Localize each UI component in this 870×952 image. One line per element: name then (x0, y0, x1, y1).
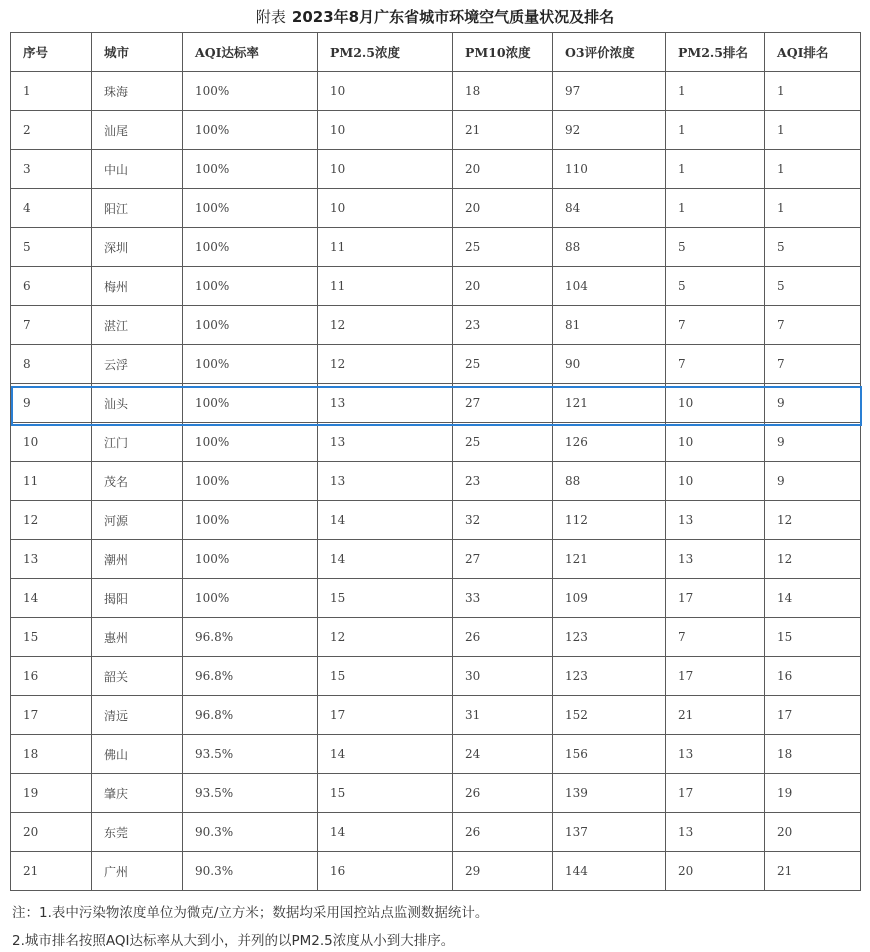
cell-o3: 121 (553, 540, 666, 579)
cell-aqi-rank: 19 (765, 774, 861, 813)
col-header-city: 城市 (92, 33, 183, 72)
cell-city: 湛江 (92, 306, 183, 345)
cell-index: 16 (11, 657, 92, 696)
cell-pm25-rank: 1 (666, 150, 765, 189)
cell-o3: 90 (553, 345, 666, 384)
cell-o3: 152 (553, 696, 666, 735)
cell-index: 11 (11, 462, 92, 501)
table-row[interactable] (11, 228, 861, 267)
cell-pm25-rank: 17 (666, 579, 765, 618)
cell-city: 珠海 (92, 72, 183, 111)
table-row[interactable] (11, 462, 861, 501)
cell-city: 汕头 (92, 384, 183, 423)
cell-aqi-rank: 7 (765, 306, 861, 345)
cell-aqi-rate: 100% (183, 501, 318, 540)
cell-aqi-rate: 100% (183, 150, 318, 189)
cell-pm10: 27 (453, 384, 553, 423)
cell-pm25: 16 (318, 852, 453, 891)
cell-pm25-rank: 13 (666, 540, 765, 579)
title-prefix: 附表 (255, 8, 286, 26)
cell-index: 10 (11, 423, 92, 462)
table-row[interactable] (11, 540, 861, 579)
cell-pm10: 31 (453, 696, 553, 735)
cell-o3: 112 (553, 501, 666, 540)
cell-index: 17 (11, 696, 92, 735)
col-header-aqi-rank: AQI排名 (765, 33, 861, 72)
table-row[interactable] (11, 813, 861, 852)
cell-index: 7 (11, 306, 92, 345)
cell-pm25: 13 (318, 423, 453, 462)
table-row[interactable] (11, 735, 861, 774)
cell-pm25: 14 (318, 501, 453, 540)
cell-pm10: 20 (453, 189, 553, 228)
cell-index: 21 (11, 852, 92, 891)
cell-index: 2 (11, 111, 92, 150)
cell-aqi-rank: 9 (765, 423, 861, 462)
cell-aqi-rate: 93.5% (183, 735, 318, 774)
cell-aqi-rate: 100% (183, 267, 318, 306)
cell-pm10: 26 (453, 813, 553, 852)
cell-pm25: 12 (318, 345, 453, 384)
cell-o3: 88 (553, 228, 666, 267)
table-row[interactable] (11, 501, 861, 540)
cell-city: 惠州 (92, 618, 183, 657)
cell-aqi-rank: 12 (765, 540, 861, 579)
cell-aqi-rate: 100% (183, 111, 318, 150)
cell-pm25-rank: 17 (666, 774, 765, 813)
cell-aqi-rate: 100% (183, 462, 318, 501)
cell-pm25: 15 (318, 579, 453, 618)
cell-aqi-rate: 100% (183, 228, 318, 267)
table-row[interactable] (11, 267, 861, 306)
cell-pm25: 12 (318, 306, 453, 345)
air-quality-table (10, 32, 861, 891)
cell-index: 4 (11, 189, 92, 228)
cell-pm25: 10 (318, 111, 453, 150)
table-row[interactable] (11, 345, 861, 384)
cell-aqi-rate: 96.8% (183, 657, 318, 696)
cell-o3: 110 (553, 150, 666, 189)
table-row[interactable] (11, 306, 861, 345)
cell-o3: 123 (553, 657, 666, 696)
cell-pm25: 10 (318, 150, 453, 189)
note-line-1: 注：1.表中污染物浓度单位为微克/立方米；数据均采用国控站点监测数据统计。 (12, 905, 489, 921)
cell-city: 韶关 (92, 657, 183, 696)
cell-index: 6 (11, 267, 92, 306)
cell-pm25: 12 (318, 618, 453, 657)
cell-aqi-rank: 7 (765, 345, 861, 384)
cell-pm25-rank: 1 (666, 111, 765, 150)
cell-aqi-rank: 12 (765, 501, 861, 540)
cell-city: 汕尾 (92, 111, 183, 150)
cell-pm25-rank: 7 (666, 306, 765, 345)
col-header-pm25-rank: PM2.5排名 (666, 33, 765, 72)
cell-city: 潮州 (92, 540, 183, 579)
cell-pm25: 17 (318, 696, 453, 735)
cell-pm25: 14 (318, 813, 453, 852)
col-header-o3: O3评价浓度 (553, 33, 666, 72)
cell-aqi-rank: 20 (765, 813, 861, 852)
cell-pm25: 15 (318, 657, 453, 696)
cell-aqi-rank: 5 (765, 267, 861, 306)
cell-pm25-rank: 7 (666, 618, 765, 657)
cell-pm25-rank: 10 (666, 423, 765, 462)
cell-pm10: 18 (453, 72, 553, 111)
cell-o3: 139 (553, 774, 666, 813)
cell-aqi-rate: 90.3% (183, 852, 318, 891)
cell-aqi-rank: 9 (765, 462, 861, 501)
cell-pm25-rank: 5 (666, 228, 765, 267)
cell-aqi-rate: 100% (183, 72, 318, 111)
cell-pm25-rank: 7 (666, 345, 765, 384)
cell-aqi-rate: 100% (183, 189, 318, 228)
cell-pm10: 26 (453, 618, 553, 657)
cell-city: 茂名 (92, 462, 183, 501)
cell-pm25-rank: 21 (666, 696, 765, 735)
table-row[interactable] (11, 150, 861, 189)
table-row[interactable] (11, 696, 861, 735)
cell-aqi-rate: 100% (183, 384, 318, 423)
cell-o3: 144 (553, 852, 666, 891)
cell-aqi-rank: 14 (765, 579, 861, 618)
cell-o3: 104 (553, 267, 666, 306)
cell-index: 20 (11, 813, 92, 852)
cell-o3: 121 (553, 384, 666, 423)
cell-city: 清远 (92, 696, 183, 735)
cell-aqi-rate: 100% (183, 306, 318, 345)
cell-pm25-rank: 10 (666, 462, 765, 501)
cell-aqi-rank: 5 (765, 228, 861, 267)
cell-aqi-rank: 1 (765, 111, 861, 150)
cell-pm10: 30 (453, 657, 553, 696)
cell-city: 云浮 (92, 345, 183, 384)
cell-pm10: 24 (453, 735, 553, 774)
cell-aqi-rate: 100% (183, 423, 318, 462)
cell-city: 江门 (92, 423, 183, 462)
cell-aqi-rate: 90.3% (183, 813, 318, 852)
table-row[interactable] (11, 774, 861, 813)
cell-aqi-rank: 1 (765, 189, 861, 228)
cell-city: 深圳 (92, 228, 183, 267)
cell-o3: 126 (553, 423, 666, 462)
note-line-2: 2.城市排名按照AQI达标率从大到小，并列的以PM2.5浓度从小到大排序。 (12, 933, 455, 949)
cell-pm10: 25 (453, 423, 553, 462)
cell-pm10: 20 (453, 150, 553, 189)
cell-o3: 123 (553, 618, 666, 657)
cell-index: 12 (11, 501, 92, 540)
cell-city: 东莞 (92, 813, 183, 852)
cell-aqi-rate: 100% (183, 540, 318, 579)
col-header-pm10: PM10浓度 (453, 33, 553, 72)
cell-pm25: 14 (318, 735, 453, 774)
cell-o3: 81 (553, 306, 666, 345)
cell-pm25: 10 (318, 72, 453, 111)
cell-pm25: 11 (318, 267, 453, 306)
cell-pm10: 23 (453, 306, 553, 345)
cell-pm25: 11 (318, 228, 453, 267)
table-row[interactable] (11, 852, 861, 891)
table-row[interactable] (11, 72, 861, 111)
cell-o3: 97 (553, 72, 666, 111)
cell-pm25: 15 (318, 774, 453, 813)
table-row[interactable] (11, 423, 861, 462)
cell-pm25-rank: 1 (666, 72, 765, 111)
cell-aqi-rate: 93.5% (183, 774, 318, 813)
cell-aqi-rank: 1 (765, 150, 861, 189)
cell-index: 1 (11, 72, 92, 111)
cell-pm25: 13 (318, 462, 453, 501)
table-row[interactable] (11, 657, 861, 696)
cell-index: 15 (11, 618, 92, 657)
cell-o3: 137 (553, 813, 666, 852)
cell-index: 8 (11, 345, 92, 384)
col-header-aqi-rate: AQI达标率 (183, 33, 318, 72)
cell-pm10: 27 (453, 540, 553, 579)
table-row[interactable] (11, 384, 861, 423)
cell-pm10: 25 (453, 345, 553, 384)
cell-pm25: 10 (318, 189, 453, 228)
cell-pm25: 14 (318, 540, 453, 579)
table-header-row (11, 33, 861, 72)
cell-city: 中山 (92, 150, 183, 189)
cell-city: 佛山 (92, 735, 183, 774)
cell-index: 14 (11, 579, 92, 618)
cell-pm25-rank: 10 (666, 384, 765, 423)
cell-pm10: 26 (453, 774, 553, 813)
cell-aqi-rate: 96.8% (183, 696, 318, 735)
cell-aqi-rank: 17 (765, 696, 861, 735)
cell-pm10: 21 (453, 111, 553, 150)
cell-aqi-rank: 1 (765, 72, 861, 111)
cell-pm25-rank: 20 (666, 852, 765, 891)
cell-index: 18 (11, 735, 92, 774)
cell-pm10: 23 (453, 462, 553, 501)
cell-o3: 92 (553, 111, 666, 150)
table-title (0, 0, 870, 32)
cell-pm10: 33 (453, 579, 553, 618)
cell-aqi-rank: 15 (765, 618, 861, 657)
cell-city: 广州 (92, 852, 183, 891)
cell-o3: 109 (553, 579, 666, 618)
cell-aqi-rate: 96.8% (183, 618, 318, 657)
cell-aqi-rank: 16 (765, 657, 861, 696)
cell-pm10: 20 (453, 267, 553, 306)
cell-city: 河源 (92, 501, 183, 540)
table-row[interactable] (11, 111, 861, 150)
cell-pm10: 29 (453, 852, 553, 891)
cell-pm25-rank: 5 (666, 267, 765, 306)
cell-index: 19 (11, 774, 92, 813)
cell-pm25: 13 (318, 384, 453, 423)
table-row[interactable] (11, 618, 861, 657)
cell-pm25-rank: 1 (666, 189, 765, 228)
title-main: 2023年8月广东省城市环境空气质量状况及排名 (291, 8, 615, 26)
table-row[interactable] (11, 579, 861, 618)
cell-pm25-rank: 17 (666, 657, 765, 696)
cell-index: 9 (11, 384, 92, 423)
cell-aqi-rank: 18 (765, 735, 861, 774)
cell-pm25-rank: 13 (666, 501, 765, 540)
cell-pm10: 25 (453, 228, 553, 267)
table-row[interactable] (11, 189, 861, 228)
cell-o3: 156 (553, 735, 666, 774)
cell-aqi-rank: 9 (765, 384, 861, 423)
cell-pm25-rank: 13 (666, 735, 765, 774)
cell-index: 5 (11, 228, 92, 267)
cell-pm25-rank: 13 (666, 813, 765, 852)
cell-index: 13 (11, 540, 92, 579)
cell-city: 梅州 (92, 267, 183, 306)
cell-aqi-rate: 100% (183, 579, 318, 618)
cell-o3: 84 (553, 189, 666, 228)
col-header-pm25: PM2.5浓度 (318, 33, 453, 72)
cell-index: 3 (11, 150, 92, 189)
col-header-index: 序号 (11, 33, 92, 72)
cell-aqi-rate: 100% (183, 345, 318, 384)
cell-city: 肇庆 (92, 774, 183, 813)
cell-city: 揭阳 (92, 579, 183, 618)
cell-o3: 88 (553, 462, 666, 501)
cell-aqi-rank: 21 (765, 852, 861, 891)
cell-city: 阳江 (92, 189, 183, 228)
cell-pm10: 32 (453, 501, 553, 540)
